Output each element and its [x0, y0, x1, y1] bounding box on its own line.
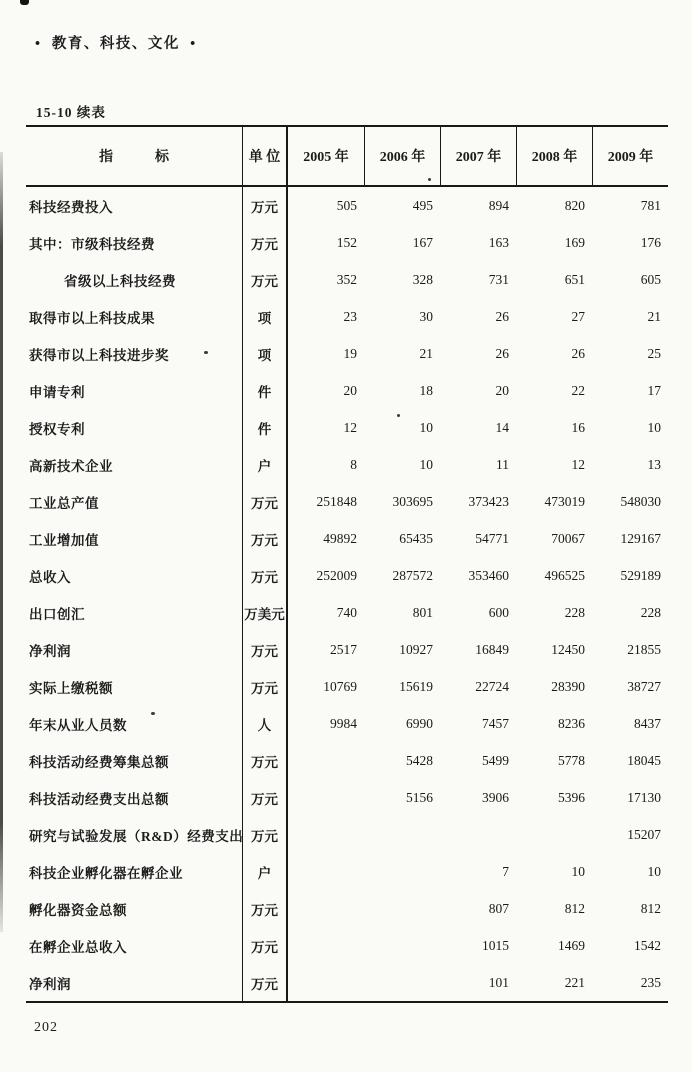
value-cell: 11: [496, 456, 509, 472]
value-cell: 651: [564, 271, 585, 287]
table-row: [26, 853, 668, 890]
indicator-cell: 科技经费投入: [29, 199, 113, 215]
table-row: [26, 224, 668, 261]
value-cell: 19: [343, 345, 357, 361]
table-row: [26, 594, 668, 631]
value-cell: 1542: [634, 937, 661, 953]
value-cell: 23: [343, 308, 357, 324]
value-cell: 12: [571, 456, 585, 472]
value-cell: 26: [571, 345, 585, 361]
unit-cell: 万元: [242, 927, 288, 964]
table-row: [26, 927, 668, 964]
value-cell: 176: [640, 234, 661, 250]
value-cell: 228: [564, 604, 585, 620]
indicator-cell: 年末从业人员数: [29, 717, 127, 733]
value-cell: 221: [564, 974, 585, 990]
unit-cell: 项: [242, 335, 288, 372]
value-cell: 15207: [627, 826, 661, 842]
table-header-row: [26, 125, 668, 187]
table-row: [26, 483, 668, 520]
value-cell: 781: [640, 197, 661, 213]
value-cell: 505: [336, 197, 357, 213]
unit-cell: 万元: [242, 742, 288, 779]
value-cell: 328: [412, 271, 433, 287]
column-header-year-2007: 2007 年: [440, 127, 516, 185]
table-row: [26, 446, 668, 483]
unit-cell: 户: [242, 853, 288, 890]
value-cell: 473019: [544, 493, 585, 509]
indicator-cell: 获得市以上科技进步奖: [29, 347, 169, 363]
value-cell: 22: [571, 382, 585, 398]
value-cell: 5778: [558, 752, 585, 768]
value-cell: 8: [350, 456, 357, 472]
indicator-cell: 科技活动经费支出总额: [29, 791, 169, 807]
value-cell: 2517: [330, 641, 357, 657]
unit-cell: 万元: [242, 668, 288, 705]
column-header-unit: 单 位: [242, 127, 288, 185]
value-cell: 9984: [330, 715, 357, 731]
value-cell: 12450: [551, 641, 585, 657]
value-cell: 10: [647, 863, 661, 879]
value-cell: 18045: [627, 752, 661, 768]
scan-artifact: [20, 0, 29, 5]
table-row: [26, 557, 668, 594]
unit-cell: 项: [242, 298, 288, 335]
value-cell: 26: [495, 308, 509, 324]
indicator-cell: 申请专利: [29, 384, 85, 400]
table-body: [26, 187, 668, 1003]
value-cell: 6990: [406, 715, 433, 731]
value-cell: 49892: [323, 530, 357, 546]
unit-cell: 万元: [242, 631, 288, 668]
indicator-cell: 实际上缴税额: [29, 680, 113, 696]
indicator-cell: 科技活动经费筹集总额: [29, 754, 169, 770]
value-cell: 1015: [482, 937, 509, 953]
value-cell: 13: [647, 456, 661, 472]
value-cell: 10: [647, 419, 661, 435]
indicator-cell: 孵化器资金总额: [29, 902, 127, 918]
scan-speck: [151, 712, 155, 715]
table-row: [26, 298, 668, 335]
unit-cell: 万美元: [242, 594, 288, 631]
unit-cell: 件: [242, 409, 288, 446]
value-cell: 801: [412, 604, 433, 620]
value-cell: 20: [343, 382, 357, 398]
unit-cell: 万元: [242, 261, 288, 298]
value-cell: 169: [564, 234, 585, 250]
value-cell: 5428: [406, 752, 433, 768]
value-cell: 18: [419, 382, 433, 398]
value-cell: 163: [488, 234, 509, 250]
value-cell: 496525: [544, 567, 585, 583]
value-cell: 600: [488, 604, 509, 620]
table-row: [26, 409, 668, 446]
value-cell: 303695: [392, 493, 433, 509]
value-cell: 740: [336, 604, 357, 620]
scan-speck: [204, 351, 208, 354]
value-cell: 28390: [551, 678, 585, 694]
value-cell: 820: [564, 197, 585, 213]
indicator-cell: 取得市以上科技成果: [29, 310, 155, 326]
value-cell: 5156: [406, 789, 433, 805]
indicator-cell: 工业总产值: [29, 495, 99, 511]
value-cell: 8236: [558, 715, 585, 731]
value-cell: 15619: [399, 678, 433, 694]
table-row: [26, 520, 668, 557]
value-cell: 21855: [627, 641, 661, 657]
value-cell: 54771: [475, 530, 509, 546]
value-cell: 251848: [316, 493, 357, 509]
indicator-cell: 其中：市级科技经费: [29, 236, 155, 252]
table-row: [26, 668, 668, 705]
value-cell: 14: [495, 419, 509, 435]
column-header-indicator: 指 标: [99, 150, 169, 165]
table-row: [26, 705, 668, 742]
unit-cell: 万元: [242, 557, 288, 594]
table-row: [26, 187, 668, 224]
table-row: [26, 964, 668, 1001]
table-row: [26, 816, 668, 853]
unit-cell: 件: [242, 372, 288, 409]
value-cell: 16849: [475, 641, 509, 657]
table-row: [26, 372, 668, 409]
value-cell: 16: [571, 419, 585, 435]
value-cell: 731: [488, 271, 509, 287]
value-cell: 252009: [316, 567, 357, 583]
unit-cell: 万元: [242, 187, 288, 224]
value-cell: 21: [419, 345, 433, 361]
scan-binding-artifact: [0, 152, 3, 932]
running-head: • 教育、科技、文化 •: [35, 36, 197, 52]
value-cell: 25: [647, 345, 661, 361]
indicator-cell: 研究与试验发展（R&D）经费支出: [29, 828, 244, 844]
indicator-cell: 净利润: [29, 643, 71, 659]
unit-cell: 人: [242, 705, 288, 742]
table-row: [26, 631, 668, 668]
indicator-cell: 在孵企业总收入: [29, 939, 127, 955]
value-cell: 27: [571, 308, 585, 324]
value-cell: 3906: [482, 789, 509, 805]
unit-cell: 万元: [242, 779, 288, 816]
value-cell: 5499: [482, 752, 509, 768]
unit-cell: 万元: [242, 483, 288, 520]
value-cell: 17: [647, 382, 661, 398]
value-cell: 894: [488, 197, 509, 213]
value-cell: 7: [502, 863, 509, 879]
scan-speck: [397, 414, 400, 417]
column-header-year-2009: 2009 年: [592, 127, 668, 185]
value-cell: 812: [640, 900, 661, 916]
unit-cell: 万元: [242, 224, 288, 261]
value-cell: 12: [343, 419, 357, 435]
value-cell: 10: [419, 419, 433, 435]
table-caption: 15-10 续表: [36, 105, 106, 120]
value-cell: 353460: [468, 567, 509, 583]
value-cell: 548030: [620, 493, 661, 509]
unit-cell: 万元: [242, 520, 288, 557]
column-header-year-2006: 2006 年: [364, 127, 440, 185]
value-cell: 228: [640, 604, 661, 620]
value-cell: 10: [419, 456, 433, 472]
value-cell: 10927: [399, 641, 433, 657]
unit-cell: 万元: [242, 890, 288, 927]
value-cell: 65435: [399, 530, 433, 546]
value-cell: 26: [495, 345, 509, 361]
value-cell: 352: [336, 271, 357, 287]
indicator-cell: 总收入: [29, 569, 71, 585]
indicator-cell: 省级以上科技经费: [64, 273, 176, 289]
indicator-cell: 出口创汇: [29, 606, 85, 622]
value-cell: 129167: [620, 530, 661, 546]
value-cell: 101: [488, 974, 509, 990]
indicator-cell: 工业增加值: [29, 532, 99, 548]
value-cell: 8437: [634, 715, 661, 731]
value-cell: 152: [336, 234, 357, 250]
indicator-cell: 授权专利: [29, 421, 85, 437]
statistics-table: [26, 125, 668, 1003]
value-cell: 22724: [475, 678, 509, 694]
column-header-year-2008: 2008 年: [516, 127, 592, 185]
value-cell: 20: [495, 382, 509, 398]
table-row: [26, 890, 668, 927]
indicator-cell: 高新技术企业: [29, 458, 113, 474]
value-cell: 167: [412, 234, 433, 250]
value-cell: 495: [412, 197, 433, 213]
value-cell: 70067: [551, 530, 585, 546]
value-cell: 807: [488, 900, 509, 916]
value-cell: 605: [640, 271, 661, 287]
page-number: 202: [34, 1020, 58, 1035]
value-cell: 17130: [627, 789, 661, 805]
value-cell: 812: [564, 900, 585, 916]
value-cell: 10: [571, 863, 585, 879]
value-cell: 1469: [558, 937, 585, 953]
value-cell: 10769: [323, 678, 357, 694]
table-row: [26, 779, 668, 816]
table-row: [26, 261, 668, 298]
unit-cell: 户: [242, 446, 288, 483]
value-cell: 5396: [558, 789, 585, 805]
value-cell: 235: [640, 974, 661, 990]
value-cell: 7457: [482, 715, 509, 731]
table-row: [26, 335, 668, 372]
value-cell: 287572: [392, 567, 433, 583]
value-cell: 38727: [627, 678, 661, 694]
unit-cell: 万元: [242, 964, 288, 1001]
scan-speck: [428, 178, 431, 181]
value-cell: 21: [647, 308, 661, 324]
value-cell: 30: [419, 308, 433, 324]
indicator-cell: 净利润: [29, 976, 71, 992]
column-header-year-2005: 2005 年: [303, 150, 349, 165]
value-cell: 373423: [468, 493, 509, 509]
value-cell: 529189: [620, 567, 661, 583]
unit-cell: 万元: [242, 816, 288, 853]
table-row: [26, 742, 668, 779]
indicator-cell: 科技企业孵化器在孵企业: [29, 865, 183, 881]
